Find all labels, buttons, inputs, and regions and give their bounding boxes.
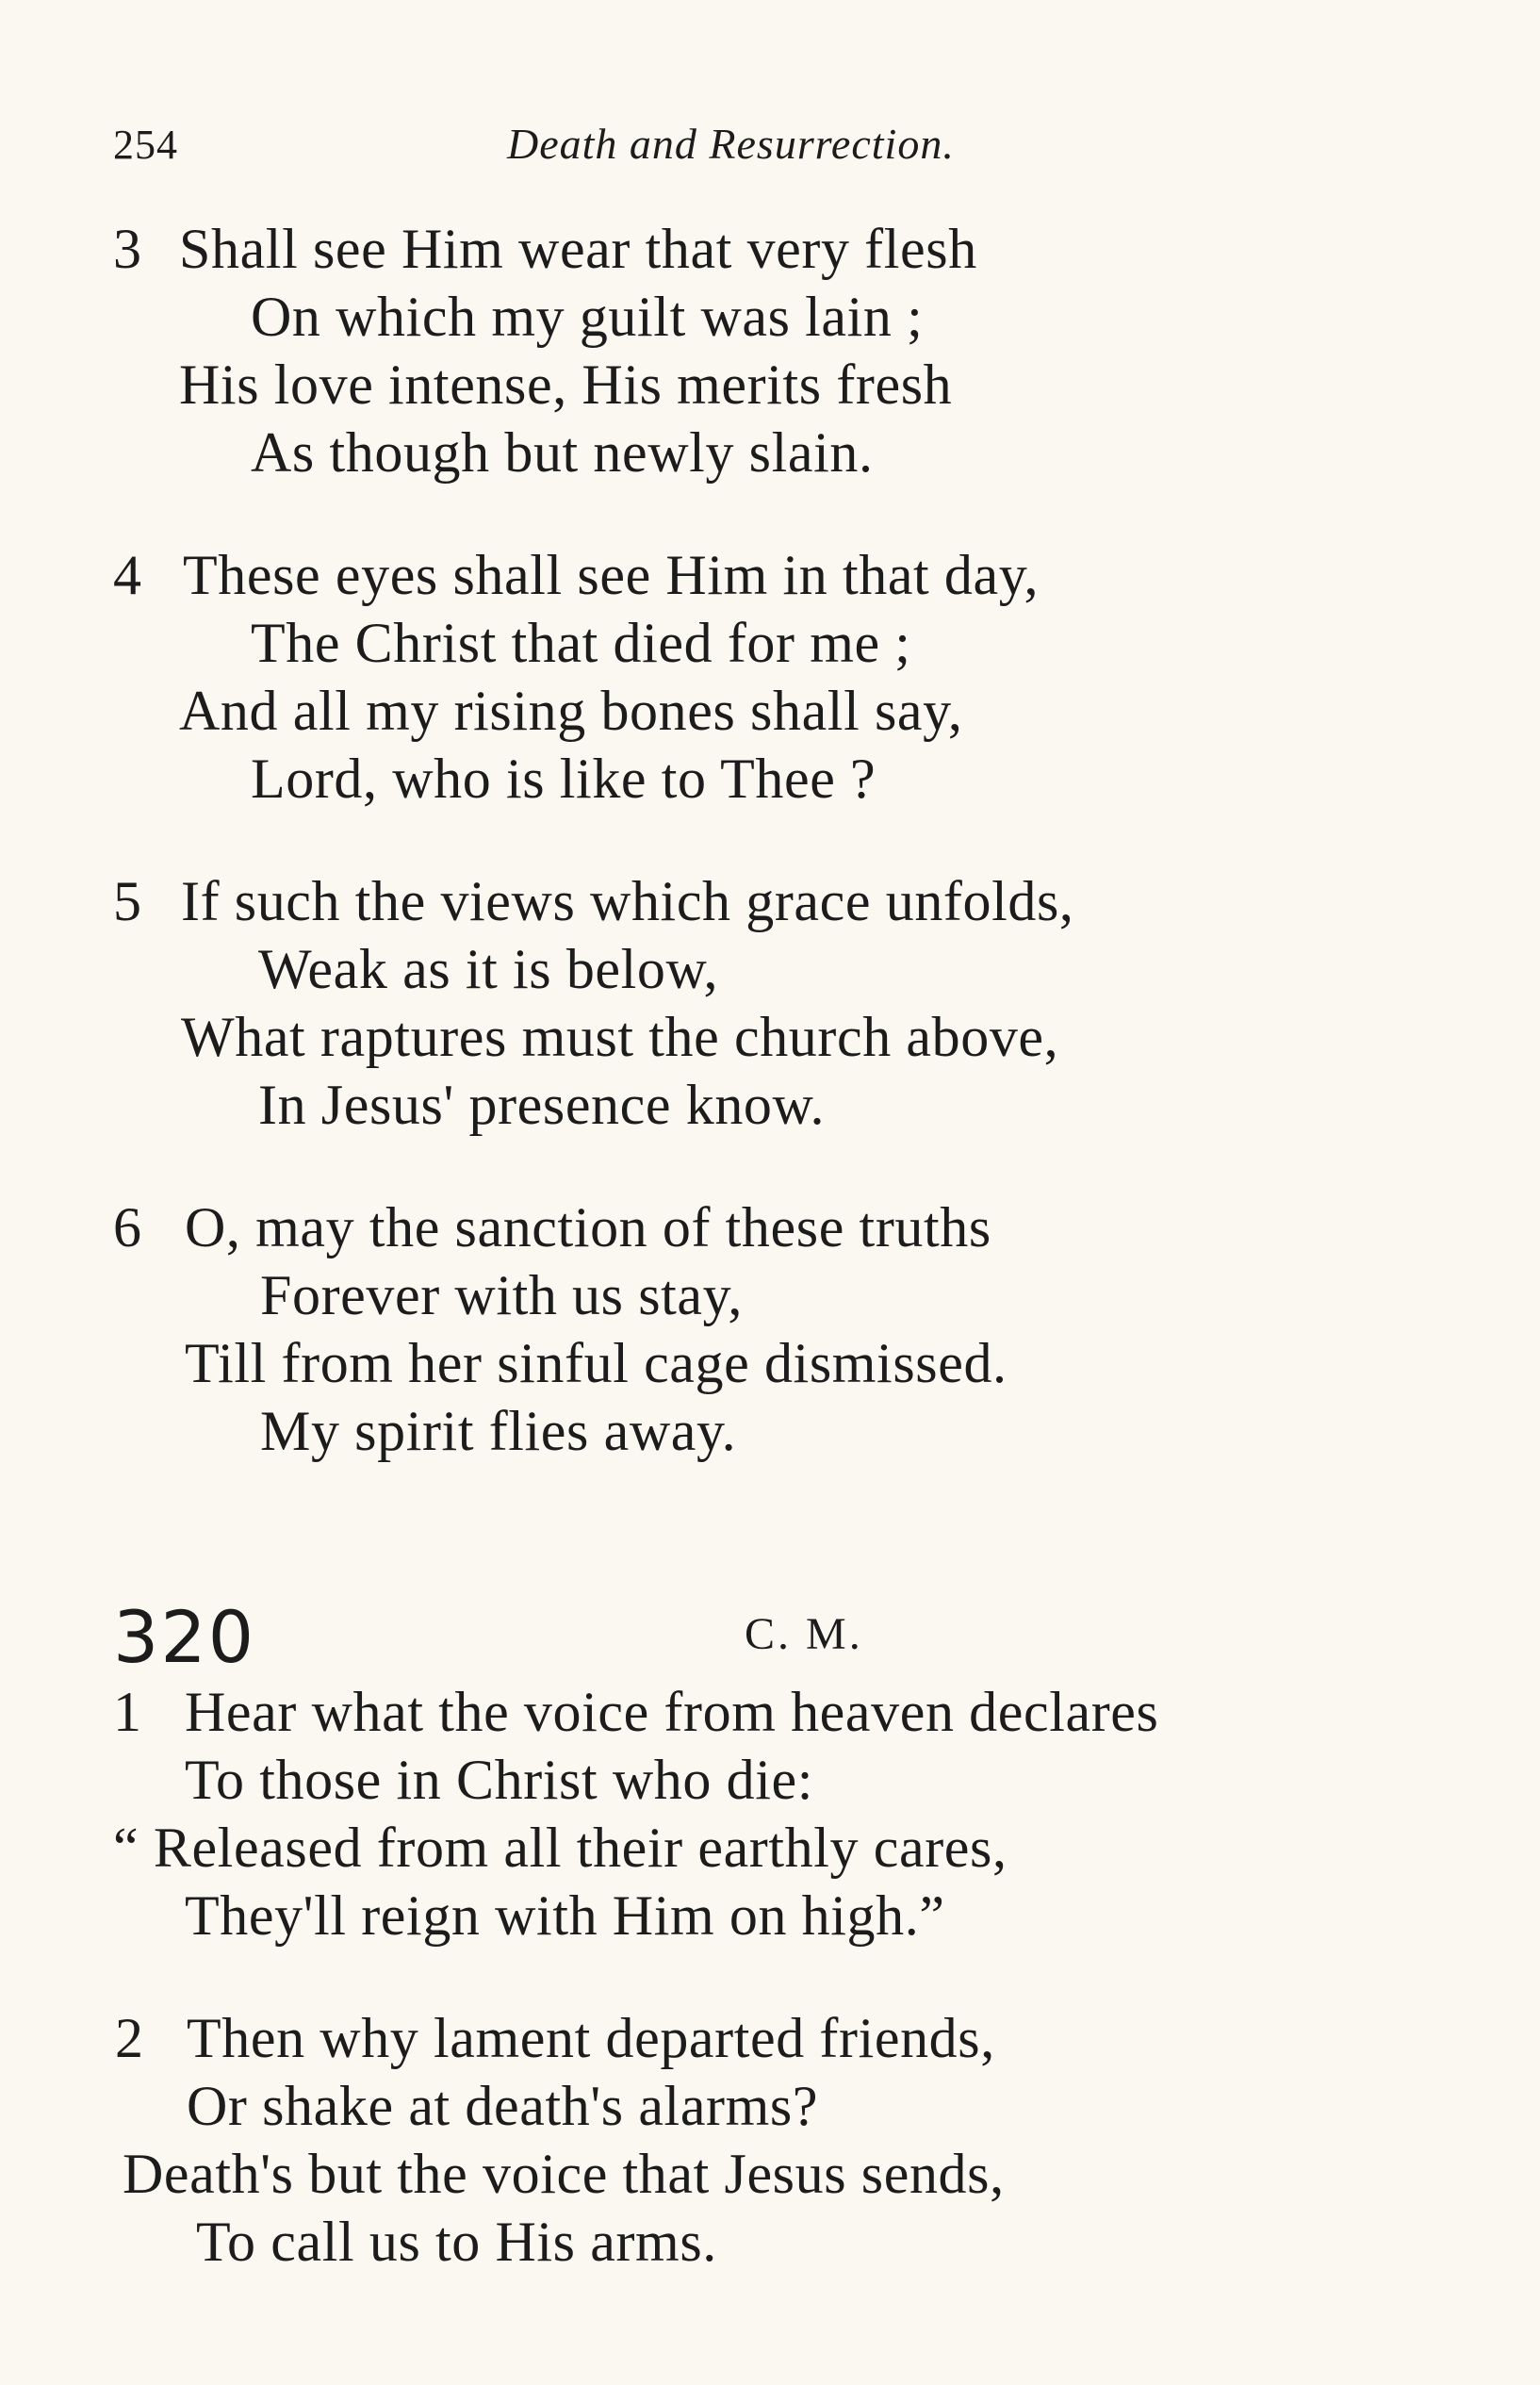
stanza-line: His love intense, His merits fresh (179, 354, 953, 416)
stanza-number: 1 (113, 1681, 141, 1743)
stanza-line: Or shake at death's alarms? (187, 2075, 819, 2137)
stanza-line: Weak as it is below, (258, 938, 719, 1000)
page-number: 254 (113, 122, 178, 168)
stanza-line: Hear what the voice from heaven declares (185, 1681, 1159, 1743)
stanza-number: 3 (113, 218, 141, 280)
stanza-line: In Jesus' presence know. (258, 1074, 826, 1136)
stanza-line: Then why lament departed friends, (187, 2007, 995, 2069)
stanza-line: Forever with us stay, (260, 1264, 743, 1326)
hymn-meter: C. M. (745, 1609, 863, 1659)
stanza-line: Till from her sinful cage dismissed. (185, 1332, 1008, 1394)
running-title: Death and Resurrection. (507, 120, 955, 168)
stanza-line: “ Released from all their earthly cares, (113, 1817, 1008, 1879)
stanza-line: If such the views which grace unfolds, (181, 870, 1074, 932)
stanza-line: They'll reign with Him on high.” (185, 1884, 945, 1947)
stanza-line: O, may the sanction of these truths (185, 1196, 991, 1258)
stanza-number: 5 (113, 870, 141, 932)
stanza-number: 6 (113, 1196, 141, 1258)
stanza-line: To call us to His arms. (196, 2211, 717, 2273)
stanza-line: And all my rising bones shall say, (179, 680, 963, 742)
stanza-line: What raptures must the church above, (181, 1006, 1059, 1068)
stanza-line: As though but newly slain. (251, 421, 874, 484)
stanza-number: 4 (113, 544, 141, 606)
stanza-line: Shall see Him wear that very flesh (179, 218, 977, 280)
stanza-line: To those in Christ who die: (185, 1749, 813, 1811)
stanza-line: Death's but the voice that Jesus sends, (123, 2143, 1005, 2205)
stanza-line: These eyes shall see Him in that day, (183, 544, 1040, 606)
stanza-line: My spirit flies away. (260, 1400, 737, 1462)
hymn-number: 320 (113, 1595, 256, 1679)
stanza-number: 2 (115, 2007, 143, 2069)
stanza-line: The Christ that died for me ; (251, 612, 911, 674)
stanza-line: On which my guilt was lain ; (251, 286, 924, 348)
stanza-line: Lord, who is like to Thee ? (251, 748, 876, 810)
